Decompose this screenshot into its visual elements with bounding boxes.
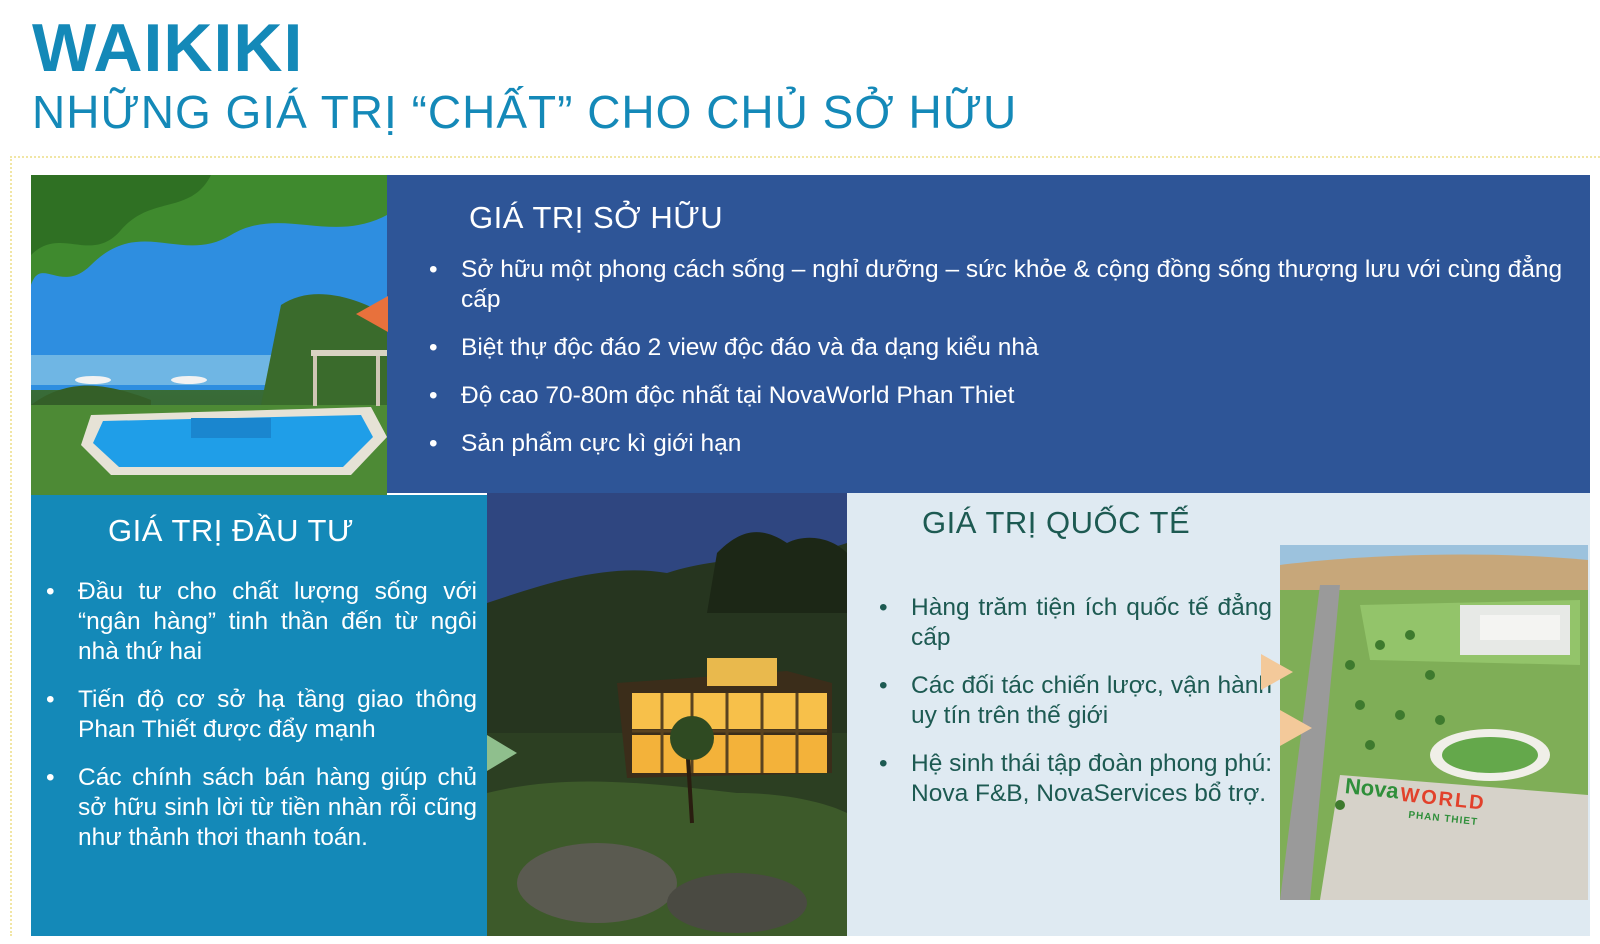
logo-tagline: PHAN THIET (1407, 809, 1479, 829)
list-item: • Hệ sinh thái tập đoàn phong phú: Nova F&B, NovaServices bổ trợ. (877, 749, 1272, 809)
green-arrow-icon (487, 735, 517, 771)
list-item: • Tiến độ cơ sở hạ tầng giao thông Phan Thiết được đẩy mạnh (44, 685, 477, 745)
international-heading: GIÁ TRỊ QUỐC TẾ (922, 505, 1191, 540)
pool-illustration (31, 175, 387, 495)
orange-arrow-icon (356, 296, 388, 332)
list-item: • Đầu tư cho chất lượng sống với “ngân hàng” tinh thần đến từ ngôi nhà thứ hai (44, 577, 477, 667)
logo-brand-b: WORLD (1399, 783, 1487, 815)
resort-pool-photo (31, 175, 387, 495)
international-list (877, 593, 1272, 827)
peach-arrow-icon (1280, 710, 1312, 746)
list-item: • Các đối tác chiến lược, vận hành uy tín trên thế giới (877, 671, 1272, 731)
list-item: • Độ cao 70-80m độc nhất tại NovaWorld Phan Thiet (427, 381, 1572, 411)
list-item: • Hàng trăm tiện ích quốc tế đẳng cấp (877, 593, 1272, 653)
investment-value-block (31, 495, 487, 936)
list-item: • Sở hữu một phong cách sống – nghỉ dưỡng – sức khỏe & cộng đồng sống thượng lưu với cùng đẳng cấp (427, 255, 1572, 315)
ownership-value-block (387, 175, 1590, 493)
page-subtitle: NHỮNG GIÁ TRỊ “CHẤT” CHO CHỦ SỞ HỮU (32, 86, 1018, 138)
aerial-illustration (1280, 545, 1588, 900)
novaworld-aerial-photo (1280, 545, 1588, 900)
list-item: • Các chính sách bán hàng giúp chủ sở hữu sinh lời từ tiền nhàn rỗi cũng như thảnh thơi thanh toán. (44, 763, 477, 853)
investment-heading: GIÁ TRỊ ĐẦU TƯ (108, 513, 354, 548)
page-title: WAIKIKI (32, 10, 304, 86)
ownership-list (427, 255, 1572, 477)
ownership-heading: GIÁ TRỊ SỞ HỮU (469, 200, 724, 235)
logo-brand-a: Nova (1343, 773, 1400, 804)
villa-illustration (487, 493, 847, 936)
investment-list (44, 577, 477, 871)
list-item: • Sản phẩm cực kì giới hạn (427, 429, 1572, 459)
villa-night-photo (487, 493, 847, 936)
peach-arrow-icon (1261, 654, 1293, 690)
list-item: • Biệt thự độc đáo 2 view độc đáo và đa dạng kiểu nhà (427, 333, 1572, 363)
